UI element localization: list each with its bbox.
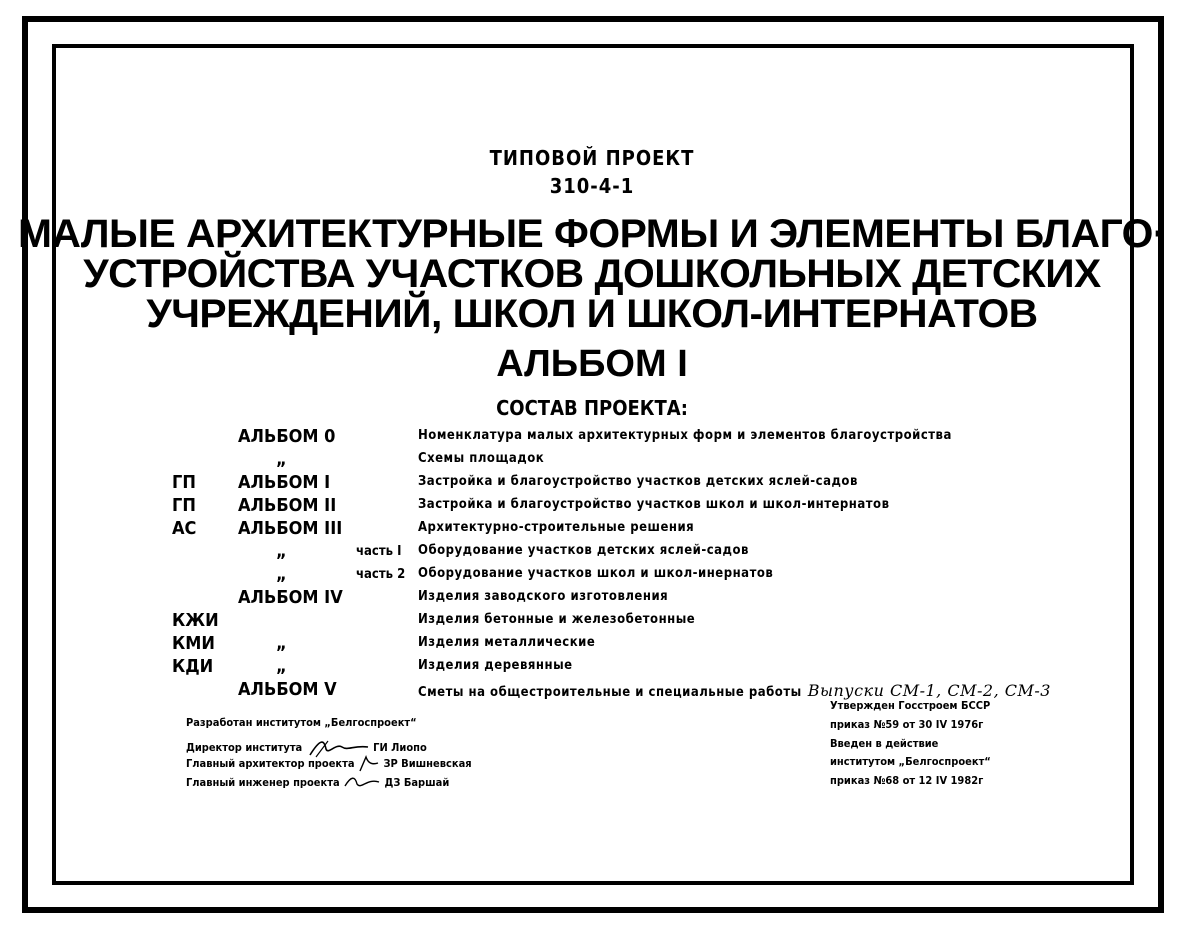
row-description-text: Застройка и благоустройство участков школ и школ-интернатов: [418, 497, 890, 512]
chief-architect-label: Главный архитектор проекта: [186, 757, 355, 770]
composition-row: [0, 449, 1184, 471]
row-description-text: Номенклатура малых архитектурных форм и элементов благоустройства: [418, 428, 952, 443]
composition-row: [0, 564, 1184, 586]
row-part: часть I: [356, 544, 402, 559]
row-description-text: Застройка и благоустройство участков детских яслей-садов: [418, 474, 858, 489]
composition-row: [0, 426, 1184, 448]
director-name: ГИ Лиопо: [373, 741, 427, 754]
row-album: АЛЬБОМ II: [238, 495, 337, 516]
title-line-2: УСТРОЙСТВА УЧАСТКОВ ДОШКОЛЬНЫХ ДЕТСКИХ: [83, 252, 1101, 296]
chief-architect-line: [186, 755, 472, 773]
project-type-label: ТИПОВОЙ ПРОЕКТ: [489, 146, 695, 170]
row-description-text: Оборудование участков школ и школ-инернатов: [418, 566, 774, 581]
row-description: [418, 635, 595, 650]
row-album: АЛЬБОМ I: [238, 472, 331, 493]
chief-engineer-label: Главный инженер проекта: [186, 776, 340, 789]
row-description: [418, 474, 858, 489]
approval-line-5: приказ №68 от 12 IV 1982г: [830, 774, 984, 787]
composition-row: [0, 633, 1184, 655]
row-description: [418, 681, 1051, 700]
row-description: [418, 497, 890, 512]
row-description: [418, 612, 695, 627]
album-title: АЛЬБОМ I: [496, 343, 688, 385]
row-description-text: Оборудование участков детских яслей-садов: [418, 543, 749, 558]
chief-engineer-line: [186, 774, 449, 792]
composition-row: [0, 495, 1184, 517]
composition-row: [0, 656, 1184, 678]
row-description: [418, 658, 573, 673]
row-description: [418, 566, 773, 581]
row-ditto-mark: „: [276, 449, 287, 470]
chief-architect-signature: [358, 755, 380, 773]
chief-architect-name: ЗР Вишневская: [383, 757, 472, 770]
handwritten-note: Выпуски СМ-1, СМ-2, СМ-3: [807, 681, 1051, 700]
row-code: ГП: [172, 495, 196, 516]
row-description-text: Схемы площадок: [418, 451, 545, 466]
chief-engineer-name: ДЗ Баршай: [384, 776, 450, 789]
row-description-text: Изделия заводского изготовления: [418, 589, 669, 604]
row-part: часть 2: [356, 567, 406, 582]
approval-line-2: приказ №59 от 30 IV 1976г: [830, 718, 984, 731]
row-ditto-mark: „: [276, 633, 287, 654]
row-album: АЛЬБОМ V: [238, 679, 337, 700]
row-album: АЛЬБОМ 0: [238, 426, 336, 447]
row-code: АС: [172, 518, 197, 539]
approval-line-4: институтом „Белгоспроект“: [830, 755, 991, 768]
title-line-1: МАЛЫЕ АРХИТЕКТУРНЫЕ ФОРМЫ И ЭЛЕМЕНТЫ БЛАГО·: [17, 212, 1166, 256]
row-description: [418, 543, 749, 558]
row-ditto-mark: „: [276, 541, 287, 562]
row-description-text: Изделия бетонные и железобетонные: [418, 612, 696, 627]
row-album: АЛЬБОМ IV: [238, 587, 343, 608]
row-description-text: Архитектурно-строительные решения: [418, 520, 695, 535]
chief-engineer-signature: [343, 774, 381, 792]
row-code: КЖИ: [172, 610, 219, 631]
director-label: Директор института: [186, 741, 303, 754]
row-code: ГП: [172, 472, 196, 493]
approval-line-1: Утвержден Госстроем БССР: [830, 699, 991, 712]
composition-heading: СОСТАВ ПРОЕКТА:: [496, 396, 688, 420]
title-line-3: УЧРЕЖДЕНИЙ, ШКОЛ И ШКОЛ-ИНТЕРНАТОВ: [146, 292, 1038, 336]
composition-row: [0, 587, 1184, 609]
row-album: АЛЬБОМ III: [238, 518, 343, 539]
row-description: [418, 428, 952, 443]
row-description: [418, 589, 668, 604]
composition-row: [0, 610, 1184, 632]
composition-row: [0, 541, 1184, 563]
row-description-text: Изделия металлические: [418, 635, 596, 650]
row-description: [418, 451, 544, 466]
row-code: КДИ: [172, 656, 214, 677]
approval-line-3: Введен в действие: [830, 737, 939, 750]
composition-row: [0, 472, 1184, 494]
composition-row: [0, 518, 1184, 540]
row-ditto-mark: „: [276, 564, 287, 585]
row-ditto-mark: „: [276, 656, 287, 677]
row-description: [418, 520, 694, 535]
composition-row: [0, 679, 1184, 701]
row-code: КМИ: [172, 633, 215, 654]
developer-institute: Разработан институтом „Белгоспроект“: [186, 716, 417, 729]
project-number: 310-4-1: [549, 174, 635, 198]
row-description-text: Сметы на общестроительные и специальные работы: [418, 685, 802, 700]
row-description-text: Изделия деревянные: [418, 658, 573, 673]
